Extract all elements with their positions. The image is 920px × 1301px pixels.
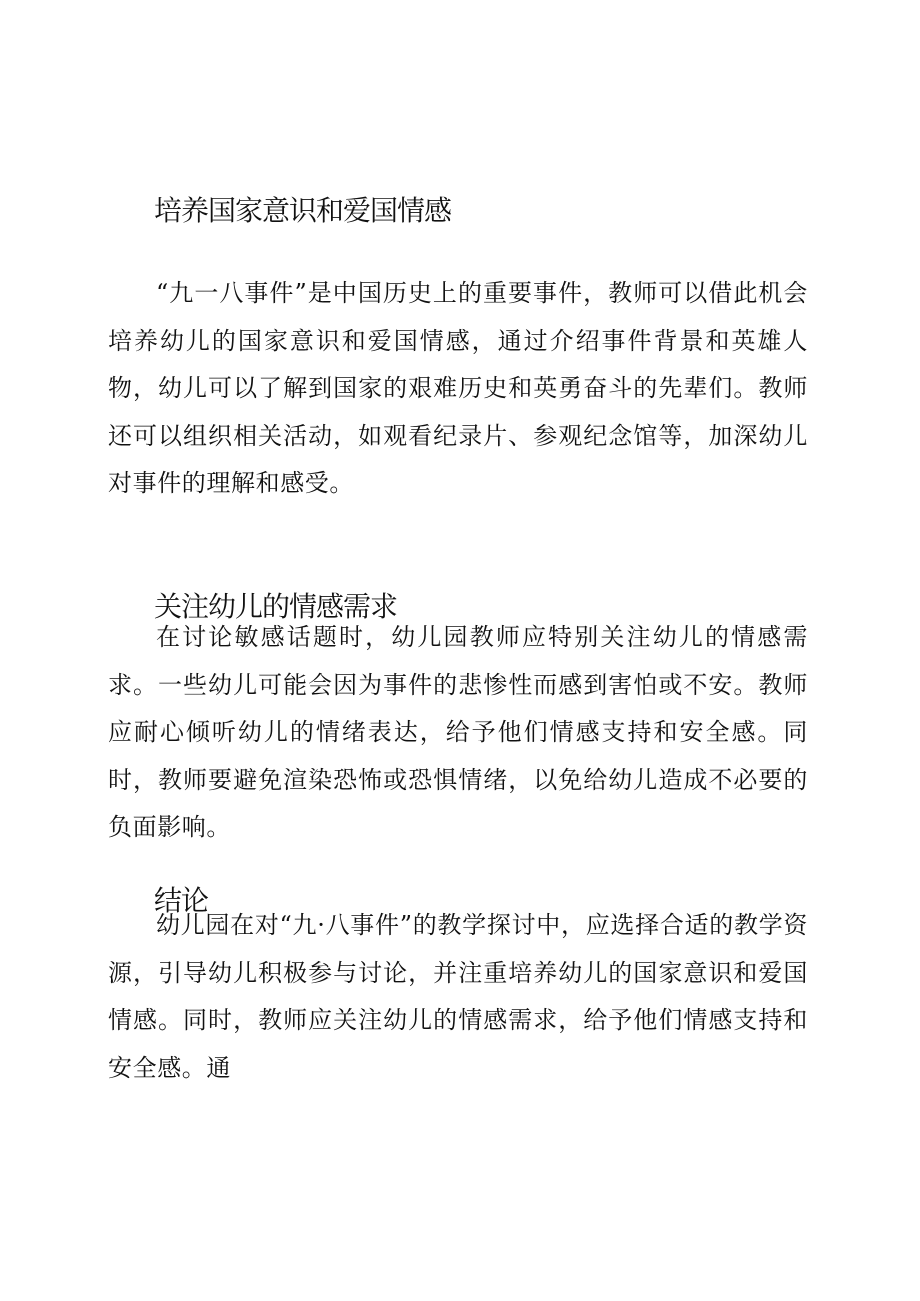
section-heading-national-awareness: 培养国家意识和爱国情感 <box>154 194 452 228</box>
section-paragraph-emotional-needs: 在讨论敏感话题时，幼儿园教师应特别关注幼儿的情感需求。一些幼儿可能会因为事件的悲惨性而感到害怕或不安。教师应耐心倾听幼儿的情绪表达，给予他们情感支持和安全感。同时，教师要避免渲染恐怖或恐惧情绪，以免给幼儿造成不必要的负面影响。 <box>108 623 808 841</box>
section-heading-emotional-needs: 关注幼儿的情感需求 <box>154 590 398 624</box>
section-paragraph-national-awareness: “九一八事件”是中国历史上的重要事件，教师可以借此机会培养幼儿的国家意识和爱国情感，通过介绍事件背景和英雄人物，幼儿可以了解到国家的艰难历史和英勇奋斗的先辈们。教师还可以组织相关活动，如观看纪录片、参观纪念馆等，加深幼儿对事件的理解和感受。 <box>108 279 808 497</box>
section-paragraph-conclusion: 幼儿园在对“九·八事件”的教学探讨中，应选择合适的教学资源，引导幼儿积极参与讨论，并注重培养幼儿的国家意识和爱国情感。同时，教师应关注幼儿的情感需求，给予他们情感支持和安全感。通 <box>108 911 808 1082</box>
section-heading-conclusion: 结论 <box>154 884 209 918</box>
